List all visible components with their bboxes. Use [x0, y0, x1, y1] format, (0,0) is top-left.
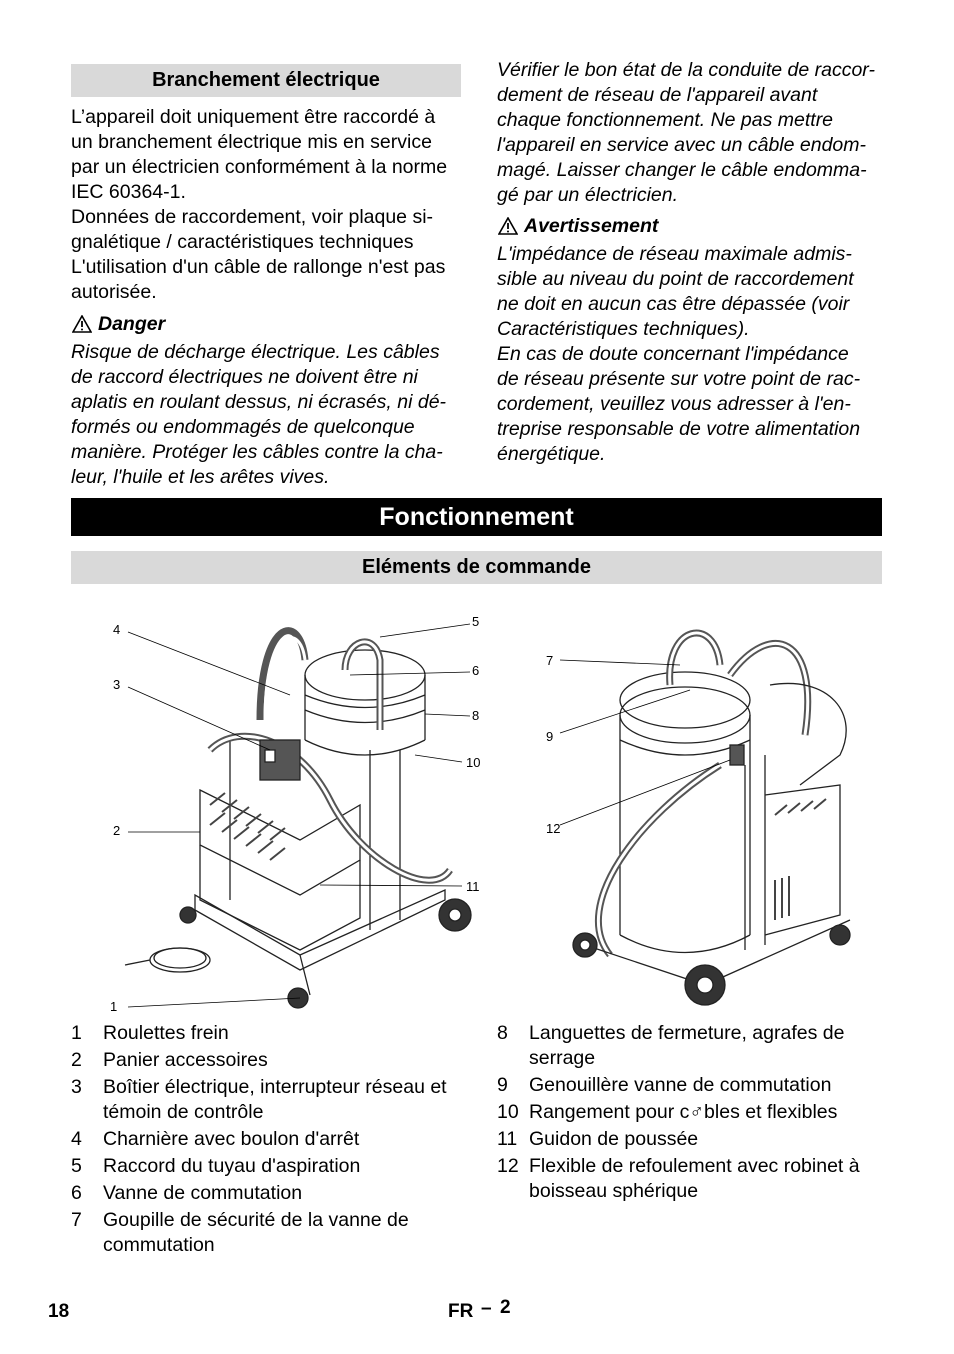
- text-line: L'utilisation d'un câble de rallonge n'est pas: [71, 256, 446, 278]
- text-line: L’appareil doit uniquement être raccordé à: [71, 106, 436, 128]
- callout-3: 3: [113, 677, 121, 692]
- legend-item: [71, 1075, 471, 1125]
- text-line: IEC 60364-1.: [71, 181, 186, 203]
- text-line: chaque fonctionnement. Ne pas mettre: [497, 109, 834, 131]
- text-line: de réseau présente sur votre point de rac-: [497, 368, 861, 390]
- text-line: énergétique.: [497, 443, 606, 465]
- legend-item: [497, 1154, 887, 1204]
- text-line: de raccord électriques ne doivent être ni: [71, 366, 418, 388]
- legend-item: [71, 1048, 471, 1073]
- callout-7: 7: [546, 653, 554, 668]
- section-title-branchement: Branchement électrique: [71, 64, 461, 97]
- callout-8: 8: [472, 708, 480, 723]
- text-line: gé par un électricien.: [497, 184, 679, 206]
- text-line: gnalétique / caractéristiques techniques: [71, 231, 414, 253]
- vacuum-front-illustration: [100, 600, 490, 1020]
- warning-triangle-icon: [498, 217, 518, 235]
- legend-list-left: [71, 1021, 471, 1260]
- warning-heading: [498, 214, 658, 239]
- legend-number: 3: [71, 1076, 82, 1098]
- legend-item: [497, 1100, 887, 1125]
- legend-number: 4: [71, 1128, 82, 1150]
- text-line: Vérifier le bon état de la conduite de raccor-: [497, 59, 875, 81]
- callout-4: 4: [113, 622, 121, 637]
- text-line: magé. Laisser changer le câble endomma-: [497, 159, 867, 181]
- text-line: cordement, veuillez vous adresser à l'en-: [497, 393, 851, 415]
- legend-text: Raccord du tuyau d'aspiration: [103, 1155, 361, 1177]
- legend-text: commutation: [103, 1234, 215, 1256]
- legend-item: [71, 1208, 471, 1258]
- legend-item: [497, 1073, 887, 1098]
- legend-number: 9: [497, 1074, 508, 1096]
- text-line: l'appareil en service avec un câble endom-: [497, 134, 867, 156]
- text-line: sible au niveau du point de raccordement: [497, 268, 854, 290]
- text-line: leur, l'huile et les arêtes vives.: [71, 466, 330, 488]
- text-line: ne doit en aucun cas être dépassée (voir: [497, 293, 850, 315]
- text-line: formés ou endommagés de quelconque: [71, 416, 415, 438]
- legend-text: Rangement pour c♂bles et flexibles: [529, 1101, 838, 1123]
- legend-text: Goupille de sécurité de la vanne de: [103, 1209, 409, 1231]
- legend-text: serrage: [529, 1047, 596, 1069]
- callout-1: 1: [110, 999, 118, 1014]
- legend-number: 7: [71, 1209, 82, 1231]
- callout-5: 5: [472, 614, 480, 629]
- callout-9: 9: [546, 729, 554, 744]
- danger-label: Danger: [98, 313, 166, 335]
- legend-number: 12: [497, 1155, 519, 1177]
- legend-item: [497, 1021, 887, 1071]
- text-line: En cas de doute concernant l'impédance: [497, 343, 849, 365]
- legend-text: Roulettes frein: [103, 1022, 229, 1044]
- sub-page-number: 2: [500, 1297, 511, 1318]
- legend-item: [71, 1154, 471, 1179]
- text-line: dement de réseau de l'appareil avant: [497, 84, 818, 106]
- text-line: treprise responsable de votre alimentation: [497, 418, 861, 440]
- page-number: 18: [48, 1301, 70, 1322]
- legend-text: Vanne de commutation: [103, 1182, 303, 1204]
- legend-text: Genouillère vanne de commutation: [529, 1074, 832, 1096]
- legend-text: Panier accessoires: [103, 1049, 268, 1071]
- legend-text: Guidon de poussée: [529, 1128, 699, 1150]
- legend-number: 10: [497, 1101, 519, 1123]
- legend-text: Languettes de fermeture, agrafes de: [529, 1022, 845, 1044]
- text-line: aplatis en roulant dessus, ni écrasés, ni dé-: [71, 391, 447, 413]
- legend-number: 1: [71, 1022, 82, 1044]
- callout-10: 10: [466, 755, 481, 770]
- callout-2: 2: [113, 823, 121, 838]
- callout-12: 12: [546, 821, 561, 836]
- text-line: Données de raccordement, voir plaque si-: [71, 206, 434, 228]
- language-code: FR: [448, 1301, 474, 1322]
- legend-item: [497, 1127, 887, 1152]
- legend-text: Charnière avec boulon d'arrêt: [103, 1128, 360, 1150]
- text-line: manière. Protéger les câbles contre la cha-: [71, 441, 443, 463]
- callout-11: 11: [466, 879, 480, 894]
- text-line: L'impédance de réseau maximale admis-: [497, 243, 852, 265]
- legend-item: [71, 1021, 471, 1046]
- footer-dash: –: [481, 1298, 492, 1319]
- legend-number: 11: [497, 1128, 518, 1150]
- danger-heading: [72, 312, 165, 337]
- legend-text: Flexible de refoulement avec robinet à: [529, 1155, 860, 1177]
- legend-number: 5: [71, 1155, 82, 1177]
- text-line: un branchement électrique mis en service: [71, 131, 432, 153]
- legend-text: témoin de contrôle: [103, 1101, 264, 1123]
- legend-text: Boîtier électrique, interrupteur réseau et: [103, 1076, 447, 1098]
- section-title-elements: Eléments de commande: [71, 551, 882, 584]
- callout-6: 6: [472, 663, 480, 678]
- text-line: Risque de décharge électrique. Les câbles: [71, 341, 440, 363]
- text-line: autorisée.: [71, 281, 157, 303]
- legend-text: boisseau sphérique: [529, 1180, 699, 1202]
- legend-item: [71, 1127, 471, 1152]
- legend-number: 6: [71, 1182, 82, 1204]
- legend-number: 8: [497, 1022, 508, 1044]
- legend-item: [71, 1181, 471, 1206]
- text-line: Caractéristiques techniques).: [497, 318, 750, 340]
- chapter-title: Fonctionnement: [71, 498, 882, 536]
- vacuum-side-illustration: [540, 615, 870, 1015]
- warning-label: Avertissement: [524, 215, 659, 237]
- text-line: par un électricien conformément à la norme: [71, 156, 448, 178]
- warning-triangle-icon: [72, 315, 92, 333]
- legend-number: 2: [71, 1049, 82, 1071]
- legend-list-right: [497, 1021, 887, 1206]
